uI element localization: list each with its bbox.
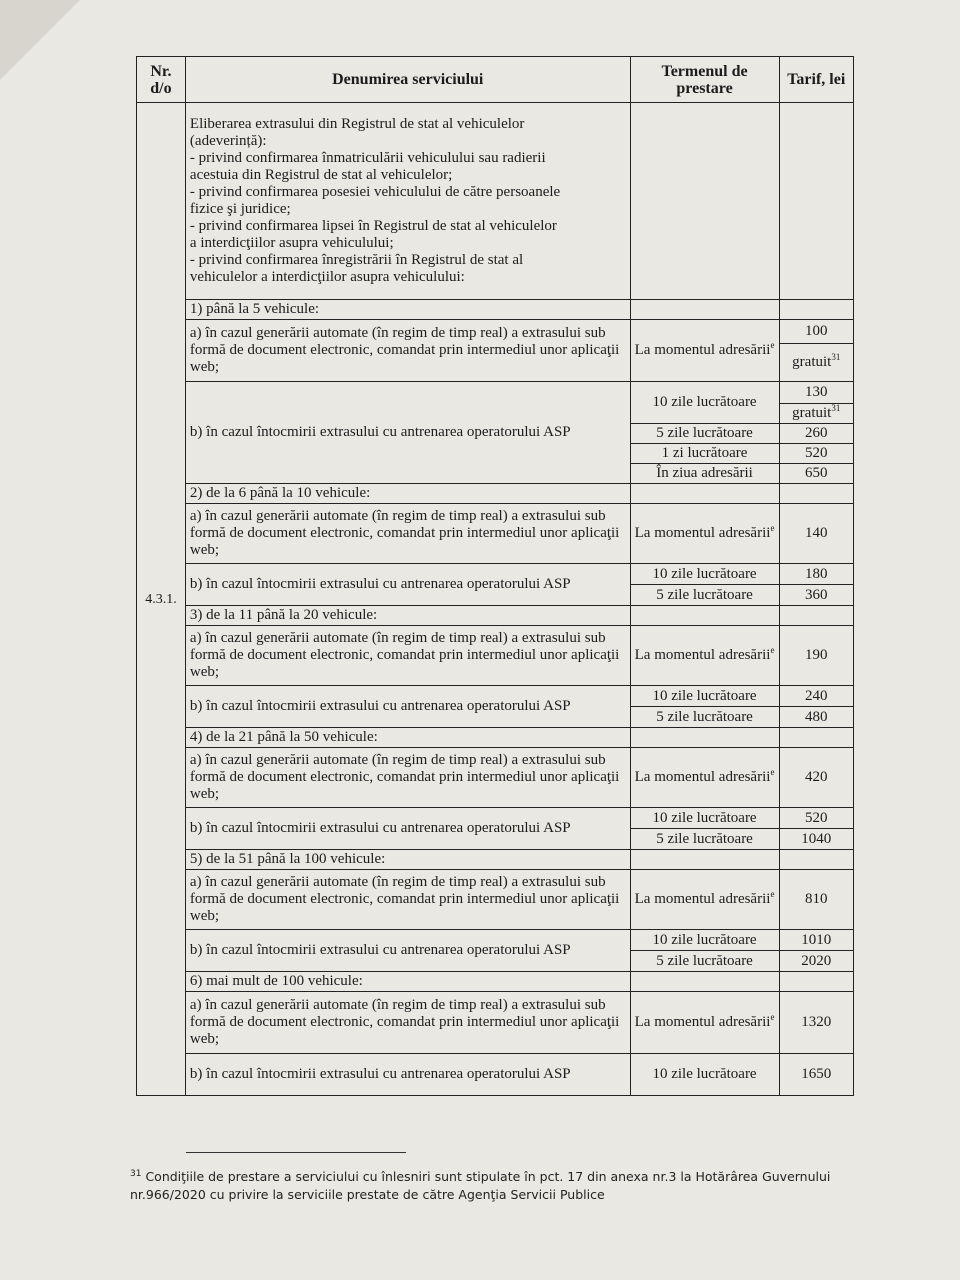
option-b: b) în cazul întocmirii extrasului cu antrenarea operatorului ASP — [185, 686, 630, 728]
term-10-days: 10 zile lucrătoare — [630, 930, 779, 951]
term-auto — [630, 870, 779, 930]
tariff-free — [779, 404, 854, 424]
term-label: La momentul adresării — [634, 1014, 771, 1030]
term-5-days: 5 zile lucrătoare — [630, 829, 779, 850]
table-row — [137, 300, 854, 320]
footnote-text: Condiţiile de prestare a serviciului cu înlesniri sunt stipulate în pct. 17 din anexa nr.3 la Hotărârea Guvernului nr.966/2020 cu privire la serviciile prestate de către Agenţia Servicii Publice — [130, 1169, 831, 1202]
option-a: a) în cazul generării automate (în regim de timp real) a extrasului sub formă de document electronic, comandat prin intermediul unor aplicaţii web; — [185, 870, 630, 930]
tariff-value: 180 — [779, 564, 854, 585]
table-row — [137, 992, 854, 1054]
footnote-ref: 31 — [831, 403, 841, 413]
term-5-days: 5 zile lucrătoare — [630, 951, 779, 972]
empty-tariff-cell — [779, 728, 854, 748]
tariff-value: 650 — [779, 464, 854, 484]
term-label: La momentul adresării — [634, 647, 771, 663]
footnote — [130, 1168, 850, 1204]
empty-term-cell — [630, 972, 779, 992]
term-5-days: 5 zile lucrătoare — [630, 707, 779, 728]
group-title: 3) de la 11 până la 20 vehicule: — [185, 606, 630, 626]
term-label: La momentul adresării — [634, 342, 771, 358]
empty-tariff-cell — [779, 606, 854, 626]
option-a: a) în cazul generării automate (în regim de timp real) a extrasului sub formă de document electronic, comandat prin intermediul unor aplicaţii web; — [185, 748, 630, 808]
tariff-value: 420 — [779, 748, 854, 808]
header-tariff: Tarif, lei — [779, 57, 854, 103]
header-term: Termenul de prestare — [630, 57, 779, 103]
term-5-days: 5 zile lucrătoare — [630, 424, 779, 444]
tariff-value: 480 — [779, 707, 854, 728]
table-row — [137, 748, 854, 808]
tariff-value: 1040 — [779, 829, 854, 850]
tariff-value: 520 — [779, 444, 854, 464]
footnote-ref: e — [770, 889, 775, 899]
tariff-value: 520 — [779, 808, 854, 829]
table-row — [137, 382, 854, 404]
empty-term-cell — [630, 103, 779, 300]
term-10-days: 10 zile lucrătoare — [630, 808, 779, 829]
tariff-value: 1650 — [779, 1054, 854, 1096]
tariff-value: 2020 — [779, 951, 854, 972]
group-title: 6) mai mult de 100 vehicule: — [185, 972, 630, 992]
table-row — [137, 728, 854, 748]
table-row — [137, 808, 854, 829]
empty-tariff-cell — [779, 484, 854, 504]
term-label: La momentul adresării — [634, 891, 771, 907]
tariff-value: 360 — [779, 585, 854, 606]
option-b: b) în cazul întocmirii extrasului cu antrenarea operatorului ASP — [185, 808, 630, 850]
gratuit-label: gratuit — [792, 354, 832, 370]
option-b: b) în cazul întocmirii extrasului cu antrenarea operatorului ASP — [185, 1054, 630, 1096]
tariff-value: 1010 — [779, 930, 854, 951]
table-row — [137, 870, 854, 930]
footnote-separator — [186, 1152, 406, 1153]
table-row — [137, 930, 854, 951]
term-auto — [630, 504, 779, 564]
term-10-days: 10 zile lucrătoare — [630, 564, 779, 585]
gratuit-label: gratuit — [792, 405, 832, 421]
option-a: a) în cazul generării automate (în regim de timp real) a extrasului sub formă de document electronic, comandat prin intermediul unor aplicaţii web; — [185, 992, 630, 1054]
empty-term-cell — [630, 728, 779, 748]
tariff-value: 100 — [779, 320, 854, 344]
tariff-value: 140 — [779, 504, 854, 564]
empty-term-cell — [630, 850, 779, 870]
header-name: Denumirea serviciului — [185, 57, 630, 103]
table-row — [137, 972, 854, 992]
tariff-table — [136, 56, 854, 1096]
empty-term-cell — [630, 606, 779, 626]
footnote-ref: 31 — [831, 352, 841, 362]
group-title: 4) de la 21 până la 50 vehicule: — [185, 728, 630, 748]
table-row — [137, 103, 854, 300]
term-10-days: 10 zile lucrătoare — [630, 382, 779, 424]
empty-tariff-cell — [779, 850, 854, 870]
tariff-value: 1320 — [779, 992, 854, 1054]
table-row — [137, 850, 854, 870]
table-row — [137, 1054, 854, 1096]
table-row — [137, 606, 854, 626]
empty-term-cell — [630, 300, 779, 320]
term-label: La momentul adresării — [634, 769, 771, 785]
footnote-ref: e — [770, 645, 775, 655]
option-b: b) în cazul întocmirii extrasului cu antrenarea operatorului ASP — [185, 564, 630, 606]
table-row — [137, 320, 854, 344]
table-header-row — [137, 57, 854, 103]
option-b: b) în cazul întocmirii extrasului cu antrenarea operatorului ASP — [185, 930, 630, 972]
row-number: 4.3.1. — [137, 103, 186, 1096]
group-title: 2) de la 6 până la 10 vehicule: — [185, 484, 630, 504]
footnote-ref: e — [770, 340, 775, 350]
header-nr: Nr. d/o — [137, 57, 186, 103]
option-b: b) în cazul întocmirii extrasului cu antrenarea operatorului ASP — [185, 382, 630, 484]
option-a: a) în cazul generării automate (în regim de timp real) a extrasului sub formă de document electronic, comandat prin intermediul unor aplicaţii web; — [185, 504, 630, 564]
service-intro: Eliberarea extrasului din Registrul de stat al vehiculelor (adeverință): - privind confirmarea înmatriculării vehiculului sau radierii acestuia din Registrul de stat al vehiculelor; - privind confirmarea posesiei vehiculului de către persoanele fizice şi juridice; - privind confirmarea lipsei în Registrul de stat al vehiculelor a interdicţiilor asupra vehiculului; - privind confirmarea înregistrării în Registrul de stat al vehiculelor a interdicţiilor asupra vehiculului: — [185, 103, 630, 300]
term-same-day: În ziua adresării — [630, 464, 779, 484]
footnote-marker: 31 — [130, 1168, 142, 1179]
option-a: a) în cazul generării automate (în regim de timp real) a extrasului sub formă de document electronic, comandat prin intermediul unor aplicaţii web; — [185, 626, 630, 686]
tariff-value: 190 — [779, 626, 854, 686]
footnote-ref: e — [770, 1012, 775, 1022]
term-auto — [630, 626, 779, 686]
term-label: La momentul adresării — [634, 525, 771, 541]
term-10-days: 10 zile lucrătoare — [630, 686, 779, 707]
tariff-value: 240 — [779, 686, 854, 707]
table-row — [137, 686, 854, 707]
group-title: 1) până la 5 vehicule: — [185, 300, 630, 320]
empty-tariff-cell — [779, 300, 854, 320]
term-5-days: 5 zile lucrătoare — [630, 585, 779, 606]
empty-tariff-cell — [779, 972, 854, 992]
option-a: a) în cazul generării automate (în regim de timp real) a extrasului sub formă de document electronic, comandat prin intermediul unor aplicaţii web; — [185, 320, 630, 382]
term-auto — [630, 992, 779, 1054]
table-row — [137, 626, 854, 686]
empty-tariff-cell — [779, 103, 854, 300]
page-corner-shadow — [0, 0, 80, 80]
table-row — [137, 504, 854, 564]
footnote-ref: e — [770, 523, 775, 533]
term-10-days: 10 zile lucrătoare — [630, 1054, 779, 1096]
table-body — [137, 103, 854, 1096]
footnote-ref: e — [770, 767, 775, 777]
tariff-free — [779, 344, 854, 382]
tariff-value: 810 — [779, 870, 854, 930]
term-auto — [630, 320, 779, 382]
tariff-value: 260 — [779, 424, 854, 444]
group-title: 5) de la 51 până la 100 vehicule: — [185, 850, 630, 870]
table-row — [137, 484, 854, 504]
term-auto — [630, 748, 779, 808]
empty-term-cell — [630, 484, 779, 504]
term-1-day: 1 zi lucrătoare — [630, 444, 779, 464]
table-row — [137, 564, 854, 585]
tariff-value: 130 — [779, 382, 854, 404]
